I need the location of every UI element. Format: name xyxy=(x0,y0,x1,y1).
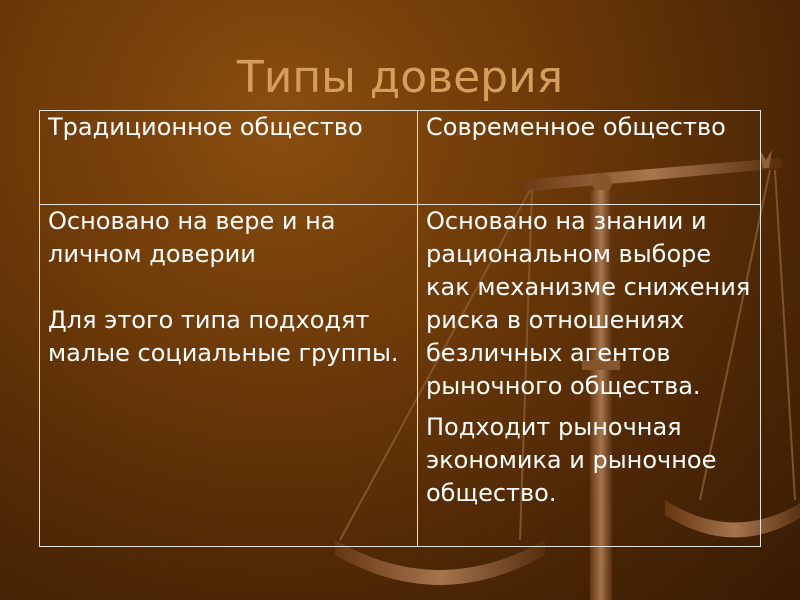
header-modern-society: Современное общество xyxy=(418,111,761,205)
table-header-row xyxy=(40,111,761,205)
traditional-trust-basis: Основано на вере и на личном доверии xyxy=(48,207,336,268)
table-body-row xyxy=(40,205,761,547)
traditional-suitable-groups: Для этого типа подходят малые социальные группы. xyxy=(48,306,399,367)
cell-traditional-society xyxy=(40,205,418,547)
trust-types-table xyxy=(39,110,761,547)
modern-suitable-economy: Подходит рыночная экономика и рыночное общество. xyxy=(426,413,717,507)
slide-title: Типы доверия xyxy=(236,52,564,103)
header-traditional-society: Традиционное общество xyxy=(40,111,418,205)
modern-trust-basis: Основано на знании и рациональном выборе как механизме снижения риска в отношениях безличных агентов рыночного общества. xyxy=(426,207,751,400)
cell-modern-society xyxy=(418,205,761,547)
